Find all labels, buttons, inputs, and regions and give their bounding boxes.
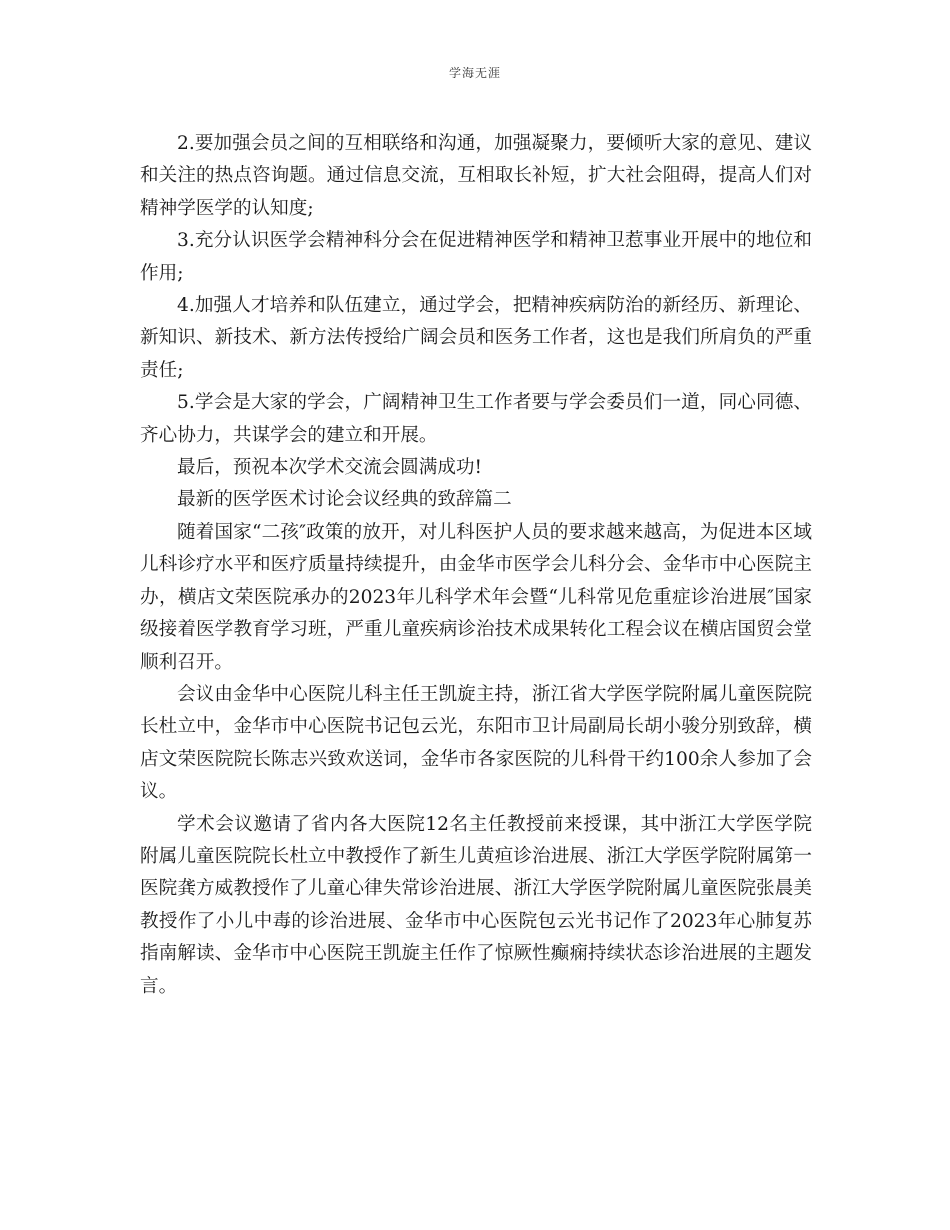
section-title: 最新的医学医术讨论会议经典的致辞篇二 xyxy=(177,489,512,511)
paragraph-item-4: 4.加强人才培养和队伍建立，通过学会，把精神疾病防治的新经历、新理论、新知识、新技术、新方法传授给广阔会员和医务工作者，这也是我们所肩负的严重责任; xyxy=(140,295,812,381)
paragraph-intro: 随着国家“二孩″政策的放开，对儿科医护人员的要求越来越高，为促进本区域儿科诊疗水平和医疗质量持续提升，由金华市医学会儿科分会、金华市中心医院主办，横店文荣医院承办的2023年儿科学术年会暨“儿科常见危重症诊治进展″国家级接着医学教育学习班，严重儿童疾病诊治技术成果转化工程会议在横店国贸会堂顺利召开。 xyxy=(140,521,812,673)
document-body xyxy=(140,128,812,1003)
paragraph-hosts: 会议由金华中心医院儿科主任王凯旋主持，浙江省大学医学院附属儿童医院院长杜立中，金华市中心医院书记包云光，东阳市卫计局副局长胡小骏分别致辞，横店文荣医院院长陈志兴致欢送词，金华市各家医院的儿科骨干约100余人参加了会议。 xyxy=(140,683,812,803)
closing-wish: 最后，预祝本次学术交流会圆满成功! xyxy=(177,457,482,479)
paragraph-item-3: 3.充分认识医学会精神科分会在促进精神医学和精神卫惹事业开展中的地位和作用; xyxy=(140,230,812,284)
paragraph-lectures: 学术会议邀请了省内各大医院12名主任教授前来授课，其中浙江大学医学院附属儿童医院院长杜立中教授作了新生儿黄疸诊治进展、浙江大学医学院附属第一医院龚方威教授作了儿童心律失常诊治进展、浙江大学医学院附属儿童医院张晨美教授作了小儿中毒的诊治进展、金华市中心医院包云光书记作了2023年心肺复苏指南解读、金华市中心医院王凯旋主任作了惊厥性癫痫持续状态诊治进展的主题发言。 xyxy=(140,813,812,997)
paragraph-item-2: 2.要加强会员之间的互相联络和沟通，加强凝聚力，要倾听大家的意见、建议和关注的热点咨询题。通过信息交流，互相取长补短，扩大社会阻碍，提高人们对精神学医学的认知度; xyxy=(140,133,812,219)
paragraph-item-5: 5.学会是大家的学会，广阔精神卫生工作者要与学会委员们一道，同心同德、齐心协力，共谋学会的建立和开展。 xyxy=(140,392,812,446)
page-header: 学海无涯 xyxy=(448,66,501,80)
